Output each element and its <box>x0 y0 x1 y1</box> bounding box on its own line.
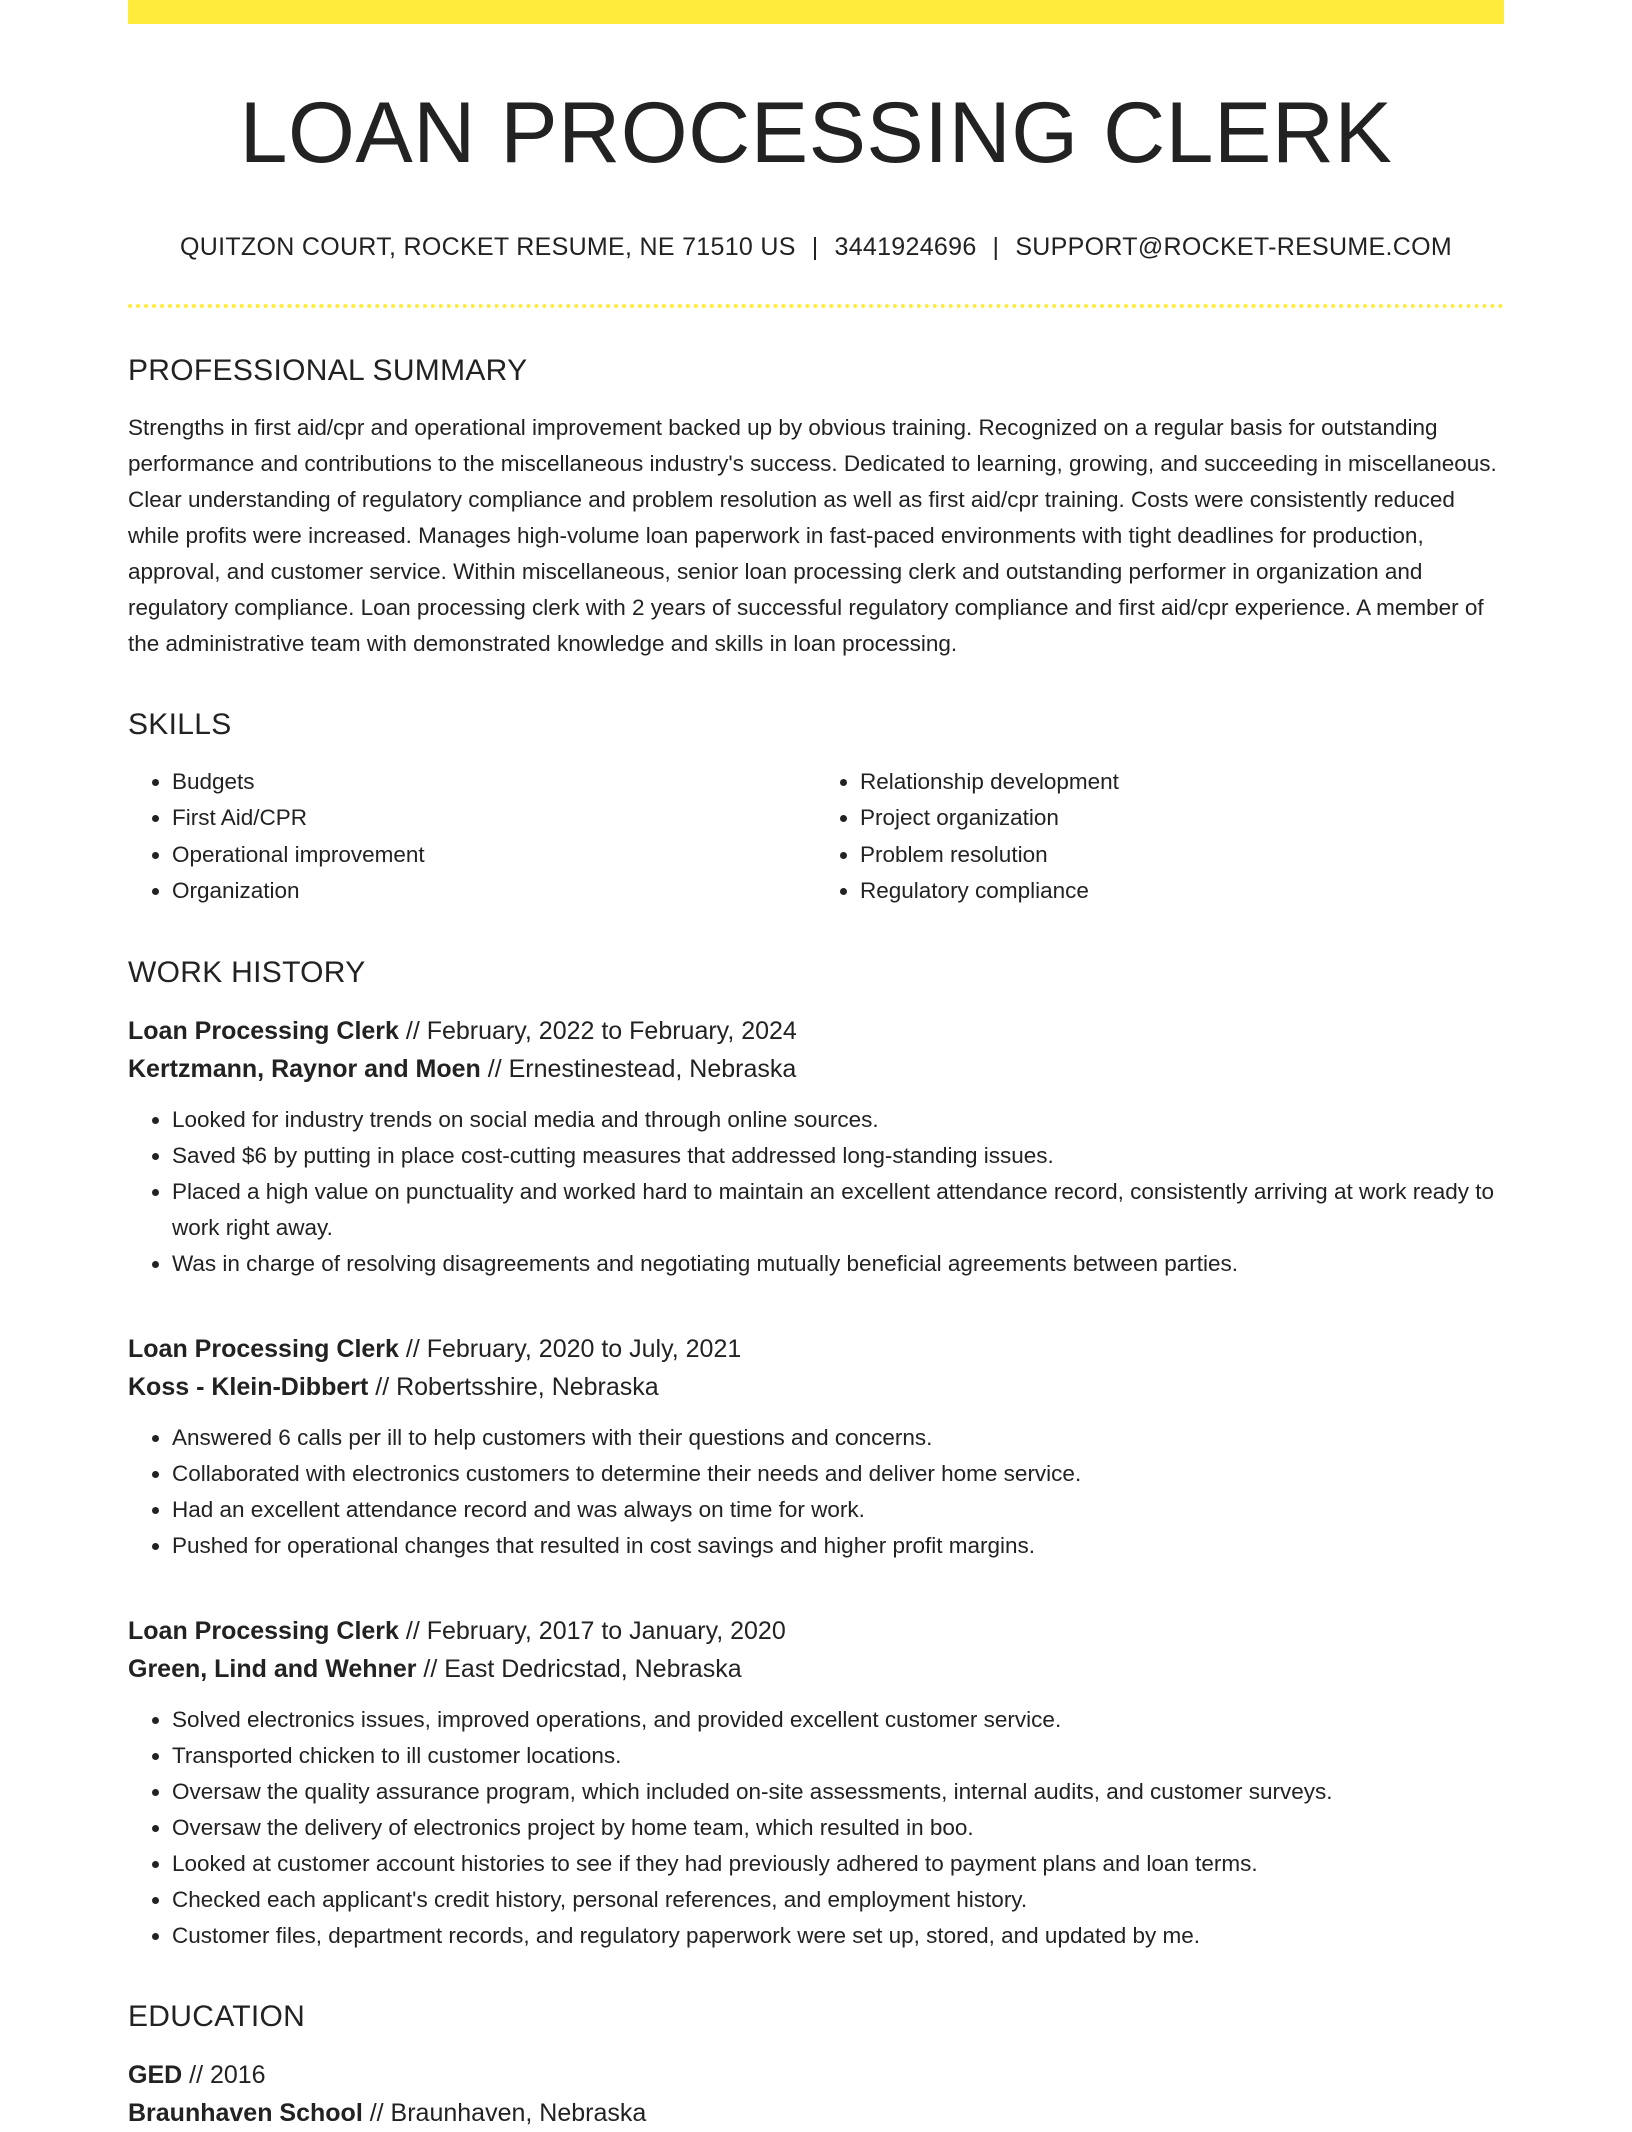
education-school: Braunhaven School <box>128 2098 363 2127</box>
contact-phone: 3441924696 <box>834 232 977 261</box>
job-location: // East Dedricstad, Nebraska <box>416 1654 742 1683</box>
job-bullet: • Customer files, department records, and regulatory paperwork were set up, stored, and updated by me. <box>172 1918 1504 1954</box>
accent-bar <box>128 0 1504 24</box>
skill-item: • Budgets <box>172 764 816 801</box>
job-company-line <box>128 1050 1504 1088</box>
job-title-line <box>128 1330 1504 1368</box>
job-title: Loan Processing Clerk <box>128 1616 399 1645</box>
skill-item: • First Aid/CPR <box>172 800 816 837</box>
job-dates: // February, 2020 to July, 2021 <box>398 1334 742 1363</box>
job-bullet: • Was in charge of resolving disagreements and negotiating mutually beneficial agreements between parties. <box>172 1246 1504 1282</box>
skill-item: • Organization <box>172 873 816 910</box>
education-heading: EDUCATION <box>128 1999 306 2033</box>
skills-heading: SKILLS <box>128 707 232 741</box>
job-bullets <box>128 1420 1504 1564</box>
skill-item: • Problem resolution <box>860 837 1504 874</box>
skills-section <box>128 708 1504 910</box>
contact-separator: | <box>811 232 819 261</box>
job-bullet: • Answered 6 calls per ill to help customers with their questions and concerns. <box>172 1420 1504 1456</box>
skill-item: • Operational improvement <box>172 837 816 874</box>
skill-item: • Project organization <box>860 800 1504 837</box>
education-year: // 2016 <box>182 2060 266 2089</box>
skills-columns <box>128 764 1504 910</box>
job-bullet: • Saved $6 by putting in place cost-cutting measures that addressed long-standing issues. <box>172 1138 1504 1174</box>
page-title: LOAN PROCESSING CLERK <box>239 85 1393 181</box>
job-bullet: • Transported chicken to ill customer locations. <box>172 1738 1504 1774</box>
job-bullet: • Looked at customer account histories to see if they had previously adhered to payment plans and loan terms. <box>172 1846 1504 1882</box>
job-bullet: • Solved electronics issues, improved operations, and provided excellent customer service. <box>172 1702 1504 1738</box>
job-dates: // February, 2017 to January, 2020 <box>398 1616 786 1645</box>
education-location: // Braunhaven, Nebraska <box>362 2098 647 2127</box>
job-bullet: • Collaborated with electronics customers to determine their needs and deliver home service. <box>172 1456 1504 1492</box>
job-title: Loan Processing Clerk <box>128 1334 399 1363</box>
resume-page <box>128 0 1504 2132</box>
job-dates: // February, 2022 to February, 2024 <box>398 1016 797 1045</box>
job-bullet: • Oversaw the quality assurance program, which included on-site assessments, internal audits, and customer surveys. <box>172 1774 1504 1810</box>
work-history-section <box>128 956 1504 1954</box>
summary-section <box>128 354 1504 662</box>
contact-separator: | <box>992 232 1000 261</box>
job-bullet: • Had an excellent attendance record and was always on time for work. <box>172 1492 1504 1528</box>
skill-item: • Regulatory compliance <box>860 873 1504 910</box>
job-title: Loan Processing Clerk <box>128 1016 399 1045</box>
job-entry <box>128 1330 1504 1564</box>
summary-heading: PROFESSIONAL SUMMARY <box>128 353 528 387</box>
job-location: // Ernestinestead, Nebraska <box>480 1054 797 1083</box>
skill-item: • Relationship development <box>860 764 1504 801</box>
job-bullet: • Looked for industry trends on social media and through online sources. <box>172 1102 1504 1138</box>
job-bullet: • Placed a high value on punctuality and worked hard to maintain an excellent attendance record, consistently arriving at work ready to work right away. <box>172 1174 1504 1246</box>
education-school-line <box>128 2094 1504 2132</box>
contact-line <box>128 233 1504 262</box>
job-bullets <box>128 1102 1504 1282</box>
job-bullet: • Oversaw the delivery of electronics project by home team, which resulted in boo. <box>172 1810 1504 1846</box>
contact-email: SUPPORT@ROCKET-RESUME.COM <box>1015 232 1452 261</box>
job-location: // Robertsshire, Nebraska <box>368 1372 659 1401</box>
job-company-line <box>128 1368 1504 1406</box>
job-company: Koss - Klein-Dibbert <box>128 1372 369 1401</box>
job-bullet: • Checked each applicant's credit history, personal references, and employment history. <box>172 1882 1504 1918</box>
job-title-line <box>128 1612 1504 1650</box>
summary-text: Strengths in first aid/cpr and operational improvement backed up by obvious training. Recognized on a regular basis for outstanding performance and contributions to the miscellaneous industry's success. Dedicated to learning, growing, and succeeding in miscellaneous. Clear understanding of regulatory compliance and problem resolution as well as first aid/cpr training. Costs were consistently reduced while profits were increased. Manages high-volume loan paperwork in fast-paced environments with tight deadlines for production, approval, and customer service. Within miscellaneous, senior loan processing clerk and outstanding performer in organization and regulatory compliance. Loan processing clerk with 2 years of successful regulatory compliance and first aid/cpr experience. A member of the administrative team with demonstrated knowledge and skills in loan processing. <box>128 414 1497 656</box>
job-bullets <box>128 1702 1504 1954</box>
job-entry <box>128 1612 1504 1954</box>
job-company: Kertzmann, Raynor and Moen <box>128 1054 481 1083</box>
skills-list-right <box>816 764 1504 910</box>
work-history-heading: WORK HISTORY <box>128 955 366 989</box>
job-company: Green, Lind and Wehner <box>128 1654 417 1683</box>
education-degree-line <box>128 2056 1504 2094</box>
skills-list-left <box>128 764 816 910</box>
job-entry <box>128 1012 1504 1282</box>
contact-address: QUITZON COURT, ROCKET RESUME, NE 71510 US <box>180 232 796 261</box>
job-bullet: • Pushed for operational changes that resulted in cost savings and higher profit margins. <box>172 1528 1504 1564</box>
education-degree: GED <box>128 2060 183 2089</box>
job-company-line <box>128 1650 1504 1688</box>
dotted-divider <box>128 304 1504 308</box>
job-title-line <box>128 1012 1504 1050</box>
